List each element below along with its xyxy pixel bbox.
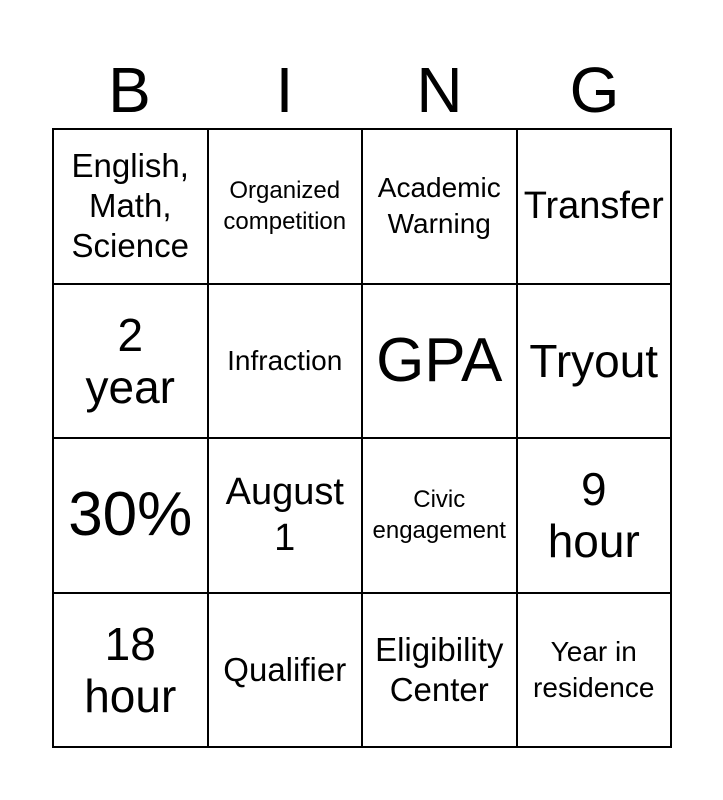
cell-label: Year in residence — [533, 635, 655, 703]
bingo-cell-11[interactable] — [363, 439, 518, 594]
bingo-header — [52, 50, 672, 130]
bingo-cell-4[interactable] — [518, 130, 673, 285]
bingo-cell-12[interactable] — [518, 439, 673, 594]
bingo-cell-5[interactable] — [54, 285, 209, 440]
header-letter-b: B — [108, 54, 151, 126]
cell-label: Eligibility Center — [375, 630, 504, 708]
bingo-cell-9[interactable] — [54, 439, 209, 594]
bingo-cell-3[interactable] — [363, 130, 518, 285]
header-letter-i: I — [275, 54, 294, 126]
cell-label: Infraction — [227, 344, 343, 376]
bingo-grid — [52, 128, 672, 748]
bingo-cell-13[interactable] — [54, 594, 209, 749]
bingo-cell-2[interactable] — [209, 130, 364, 285]
cell-label: 18 hour — [84, 617, 177, 722]
cell-label: 2 year — [85, 308, 175, 413]
cell-label: 9 hour — [547, 463, 640, 568]
bingo-cell-8[interactable] — [518, 285, 673, 440]
cell-label: Academic Warning — [377, 172, 501, 240]
bingo-cell-10[interactable] — [209, 439, 364, 594]
header-letter-g: G — [569, 54, 620, 126]
cell-label: Organized competition — [223, 177, 347, 236]
bingo-cell-15[interactable] — [363, 594, 518, 749]
cell-label: Civic engagement — [372, 486, 506, 545]
cell-label: English, Math, Science — [71, 147, 189, 265]
cell-label: 30% — [68, 480, 193, 550]
bingo-cell-16[interactable] — [518, 594, 673, 749]
cell-label: GPA — [376, 325, 503, 395]
bingo-cell-6[interactable] — [209, 285, 364, 440]
bingo-cell-1[interactable] — [54, 130, 209, 285]
cell-label: Qualifier — [223, 650, 347, 688]
cell-label: August 1 — [225, 471, 344, 560]
bingo-cell-7[interactable] — [363, 285, 518, 440]
bingo-cell-14[interactable] — [209, 594, 364, 749]
cell-label: Tryout — [529, 334, 659, 387]
cell-label: Transfer — [523, 185, 664, 228]
header-letter-n: N — [416, 54, 463, 126]
